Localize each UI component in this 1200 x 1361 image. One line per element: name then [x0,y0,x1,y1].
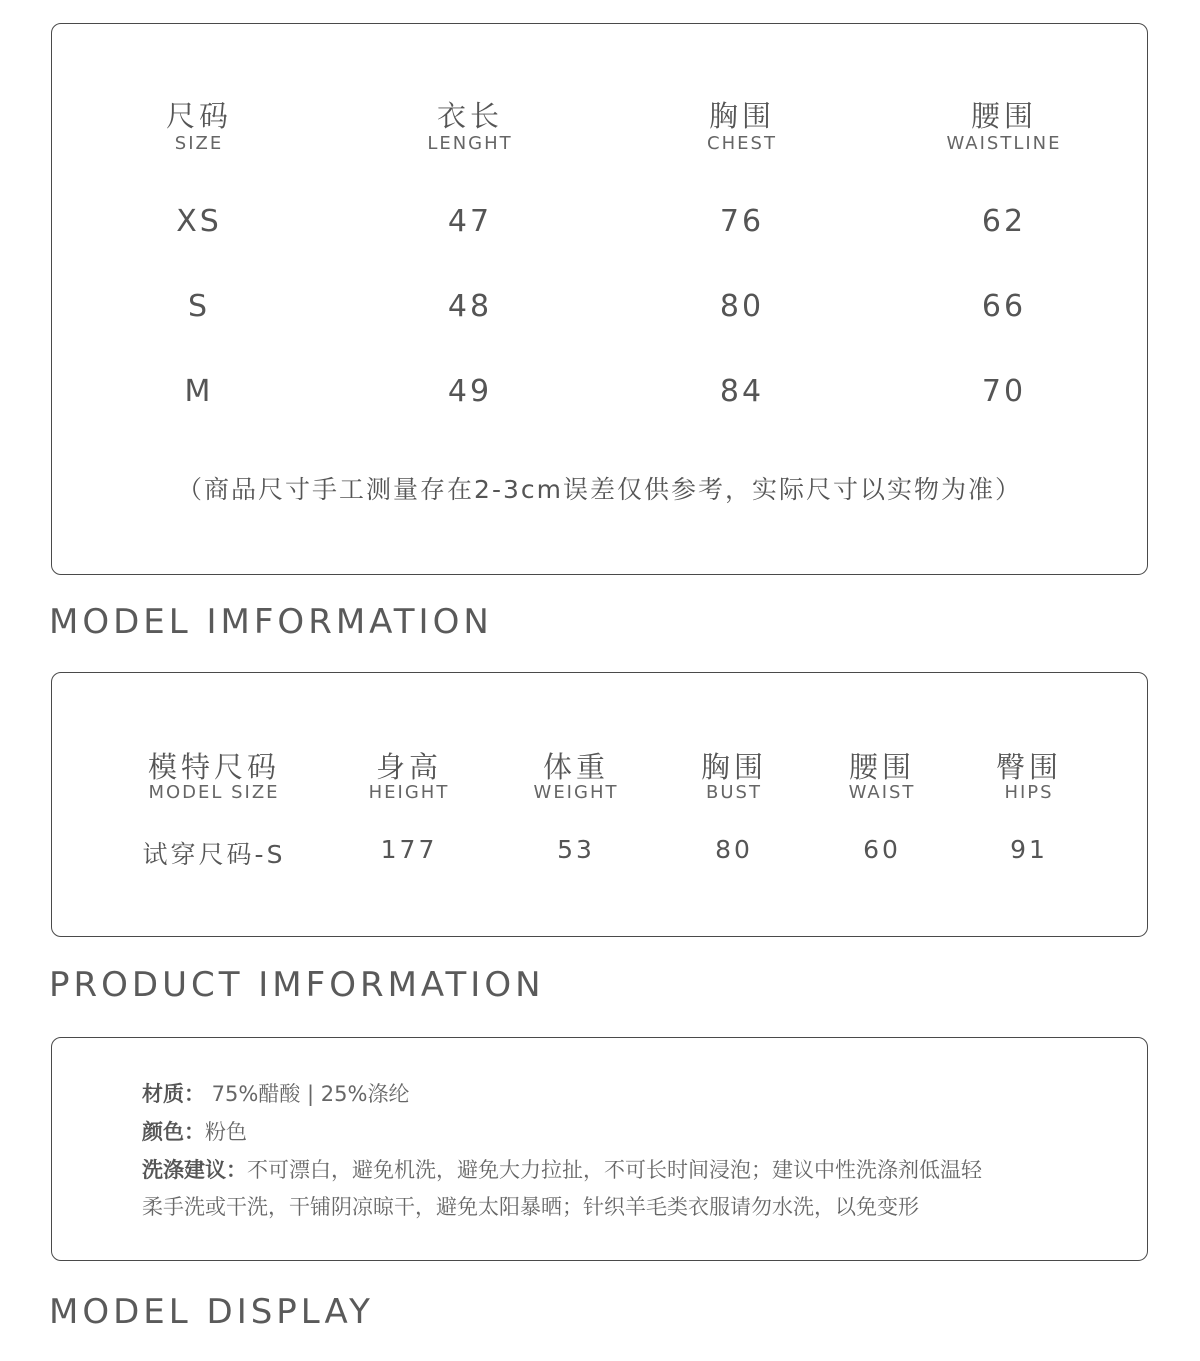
length-header-cn: 衣长 [436,99,503,133]
section-heading-product-information: PRODUCT IMFORMATION [49,965,545,1005]
section-heading-model-information: MODEL IMFORMATION [49,602,493,642]
waist-header-cn: 腰围 [848,750,915,784]
hips-value: 91 [1010,835,1048,864]
chest-header-en: CHEST [707,133,777,154]
hips-header-cn: 臀围 [995,750,1062,784]
care-label: 洗涤建议： [142,1158,247,1182]
waistline-cell: 70 [981,374,1027,409]
chest-cell: 84 [719,374,765,409]
measurement-note: （商品尺寸手工测量存在2-3cm误差仅供参考，实际尺寸以实物为准） [177,475,1022,504]
size-header-cn: 尺码 [165,99,232,133]
height-header-cn: 身高 [375,750,442,784]
care-value-line1: 不可漂白，避免机洗，避免大力拉扯，不可长时间浸泡；建议中性洗涤剂低温轻 [247,1158,982,1182]
length-header-en: LENGHT [427,133,513,154]
size-header-en: SIZE [174,133,224,154]
care-value-line2: 柔手洗或干洗，干铺阴凉晾干，避免太阳暴晒；针织羊毛类衣服请勿水洗，以免变形 [142,1195,919,1219]
care-line [142,1154,982,1184]
size-cell: S [187,289,211,324]
bust-header-cn: 胸围 [700,750,767,784]
length-cell: 49 [447,374,493,409]
weight-value: 53 [557,835,595,864]
size-cell: XS [176,204,222,239]
length-cell: 47 [447,204,493,239]
waist-header-en: WAIST [848,782,916,803]
weight-header-en: WEIGHT [533,782,619,803]
bust-header-en: BUST [706,782,762,803]
height-value: 177 [380,835,438,864]
material-line [142,1078,409,1108]
length-cell: 48 [447,289,493,324]
chest-cell: 76 [719,204,765,239]
waistline-cell: 62 [981,204,1027,239]
waist-value: 60 [863,835,901,864]
waistline-cell: 66 [981,289,1027,324]
weight-header-cn: 体重 [542,750,609,784]
model-size-header-en: MODEL SIZE [148,782,280,803]
care-line-continued [142,1191,919,1221]
color-label: 颜色： [142,1120,205,1144]
hips-header-en: HIPS [1004,782,1054,803]
waistline-header-en: WAISTLINE [946,133,1062,154]
color-value: 粉色 [205,1120,247,1144]
color-line [142,1116,247,1146]
chest-cell: 80 [719,289,765,324]
product-info-card [51,1037,1148,1261]
waistline-header-cn: 腰围 [970,99,1037,133]
model-size-header-cn: 模特尺码 [147,750,280,784]
model-size-value: 试穿尺码-S [142,840,286,869]
size-cell: M [184,374,214,409]
chest-header-cn: 胸围 [708,99,775,133]
material-value: 75%醋酸 | 25%涤纶 [205,1082,410,1106]
section-heading-model-display: MODEL DISPLAY [49,1292,374,1332]
bust-value: 80 [715,835,753,864]
size-chart-card [51,23,1148,575]
height-header-en: HEIGHT [368,782,450,803]
material-label: 材质： [142,1082,205,1106]
model-info-card [51,672,1148,937]
